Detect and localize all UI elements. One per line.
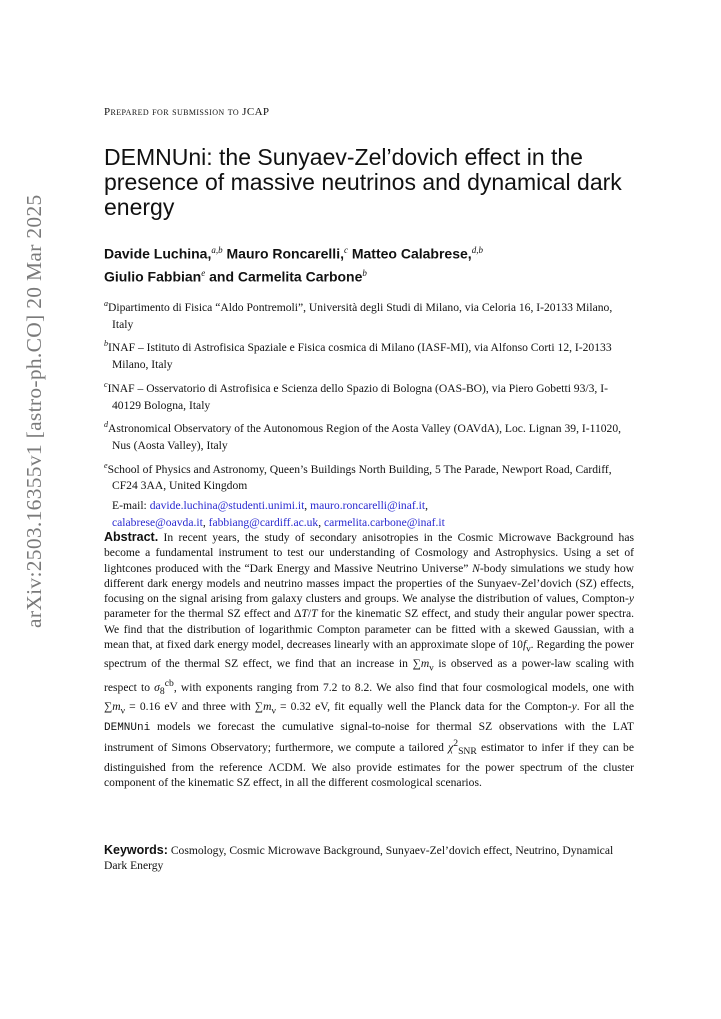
author-affil-mark: a,b: [211, 245, 223, 255]
author-affil-mark: e: [201, 267, 206, 278]
email-label: E-mail:: [112, 499, 147, 513]
email-link[interactable]: mauro.roncarelli@inaf.it: [310, 499, 426, 513]
keywords-text: Cosmology, Cosmic Microwave Background, Sunyaev-Zel’dovich effect, Neutrino, Dynamical Dark Energy: [104, 844, 614, 873]
affiliation-item: $^e$School of Physics and Astronomy, Queen’s Buildings North Building, 5 The Parade, Newport Road, Cardiff, CF24 3AA, United Kingdom: [104, 460, 612, 493]
keywords: [104, 843, 634, 874]
email-block: E-mail: davide.luchina@studenti.unimi.it, mauro.roncarelli@inaf.it, calabrese@oavda.it, fabbiang@cardiff.ac.uk, carmelita.carbone@inaf.it: [112, 499, 445, 530]
abstract: Abstract. In recent years, the study of secondary anisotropies in the Cosmic Microwave Background has become a fundamental instrument to test our understanding of Cosmology and Astrophysics. Using a set of lightcones produced with the “Dark Energy and Massive Neutrino Universe” N-body simulations we study how different dark energy models and neutrino masses impact the properties of the Sunyaev-Zel’dovich (SZ) effects, focusing on the signal arising from galaxy clusters and groups. We analyse the distribution of values, Compton-y parameter for the thermal SZ effect and ΔT/T for the kinematic SZ effect, and study their angular power spectra. We find that the distribution of logarithmic Compton parameter can be fitted with a skewed Gaussian, with a mean that, at fixed dark energy model, decreases linearly with an approximate slope of $10f_\nu$. Regarding the power spectrum of the thermal SZ effect, we find that an increase in $\sum m_\nu$ is observed as a power-law scaling with respect to $\sigma_8^{cb}$, with exponents ranging from 7.2 to 8.2. We also find that four cosmological models, one with $\sum m_\nu = 0.16$ eV and three with $\sum m_\nu = 0.32$ eV, fit equally well the Planck data for the Compton-y. For all the DEMNUni models we forecast the cumulative signal-to-noise for thermal SZ observations with the LAT instrument of Simons Observatory; furthermore, we compute a tailored $\chi^2_{SNR}$ estimator to infer if they can be distinguished from the reference ΛCDM. We also provide estimates for the power spectrum of the cluster component of the kinematic SZ effect, in all the different cosmological scenarios.: [104, 530, 635, 789]
author-name: Mauro Roncarelli,: [226, 245, 344, 262]
email-link[interactable]: carmelita.carbone@inaf.it: [324, 516, 445, 530]
prepared-for-submission: Prepared for submission to JCAP: [104, 106, 270, 118]
affiliation-item: $^d$Astronomical Observatory of the Autonomous Region of the Aosta Valley (OAVdA), Loc. Lignan 39, I-11020, Nus (Aosta Valley), Italy: [104, 420, 622, 453]
author-name: Matteo Calabrese,: [351, 245, 472, 262]
author-line-1: [104, 241, 644, 264]
author-affil-mark: b: [362, 267, 367, 278]
author-list: [104, 241, 644, 286]
author-affil-mark: c: [343, 245, 348, 255]
keywords-label: Keywords:: [104, 843, 168, 857]
email-link[interactable]: calabrese@oavda.it: [112, 516, 203, 530]
affiliation-item: $^a$Dipartimento di Fisica “Aldo Pontremoli”, Università degli Studi di Milano, via Celoria 16, I-20133 Milano, Italy: [104, 299, 613, 331]
paper-title: DEMNUni: the Sunyaev-Zel’dovich effect in the presence of massive neutrinos and dynamical dark energy: [104, 144, 622, 220]
email-link[interactable]: fabbiang@cardiff.ac.uk: [208, 516, 319, 530]
affiliation-item: $^b$INAF – Istituto di Astrofisica Spaziale e Fisica cosmica di Milano (IASF-MI), via Alfonso Corti 12, I-20133 Milano, Italy: [104, 339, 612, 372]
author-affil-mark: d,b: [471, 245, 483, 255]
author-name: and Carmelita Carbone: [205, 268, 363, 285]
abstract-label: Abstract.: [104, 530, 159, 544]
affiliations: [104, 296, 636, 532]
author-line-2: [104, 264, 644, 287]
affiliation-item: $^c$INAF – Osservatorio di Astrofisica e Scienza dello Spazio di Bologna (OAS-BO), via Piero Gobetti 93/3, I-40129 Bologna, Italy: [104, 379, 608, 412]
email-link[interactable]: davide.luchina@studenti.unimi.it: [149, 499, 305, 513]
author-name: Giulio Fabbian: [104, 268, 202, 285]
author-name: Davide Luchina,: [104, 245, 212, 262]
